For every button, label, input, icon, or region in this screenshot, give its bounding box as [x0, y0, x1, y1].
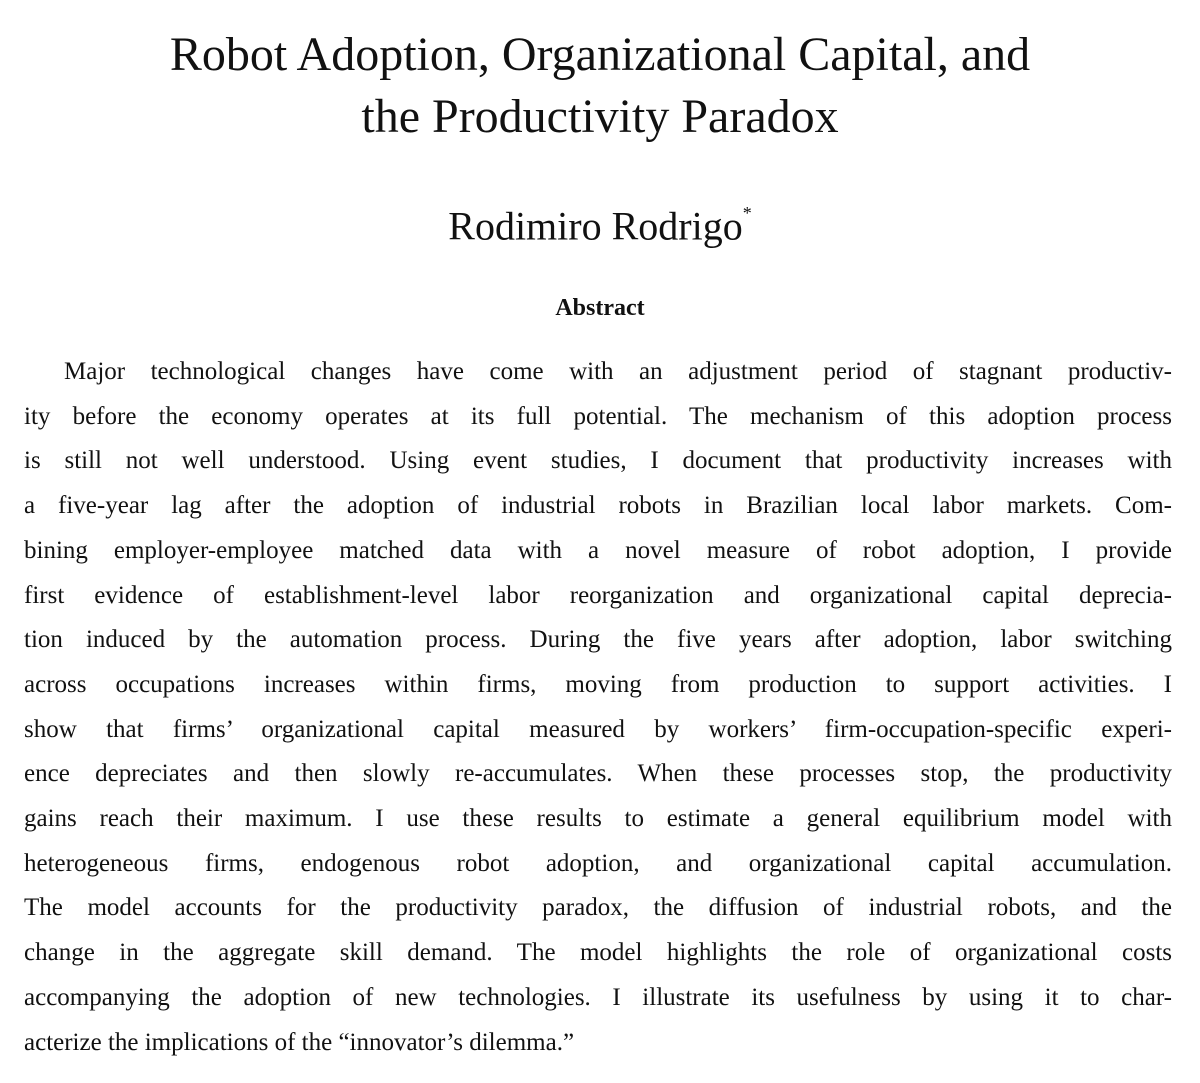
abstract-line: ity before the economy operates at its full potential. The mechanism of this adoption process — [24, 402, 1172, 430]
abstract-line: accompanying the adoption of new technologies. I illustrate its usefulness by using it to char- — [24, 983, 1172, 1011]
abstract-line: show that firms’ organizational capital measured by workers’ firm-occupation-specific experi- — [24, 715, 1172, 743]
title-line-1: Robot Adoption, Organizational Capital, and — [169, 28, 1031, 81]
abstract-line: ence depreciates and then slowly re-accumulates. When these processes stop, the productivity — [24, 760, 1172, 788]
author-name-text: Rodimiro Rodrigo — [448, 203, 743, 249]
abstract-line: first evidence of establishment-level labor reorganization and organizational capital deprecia- — [24, 581, 1172, 609]
author-footnote-mark: * — [742, 203, 752, 223]
abstract-line: Major technological changes have come with an adjustment period of stagnant productiv- — [64, 358, 1172, 385]
paper-title — [0, 24, 1200, 148]
title-line-2: the Productivity Paradox — [361, 90, 839, 143]
abstract-line: bining employer-employee matched data with a novel measure of robot adoption, I provide — [24, 536, 1172, 564]
abstract-line: a five-year lag after the adoption of industrial robots in Brazilian local labor markets. Com- — [24, 492, 1172, 520]
abstract-line: heterogeneous firms, endogenous robot adoption, and organizational capital accumulation. — [24, 849, 1172, 877]
author-name — [0, 194, 1200, 251]
abstract-line: tion induced by the automation process. During the five years after adoption, labor switching — [24, 626, 1172, 654]
abstract-line: across occupations increases within firms, moving from production to support activities. I — [24, 670, 1172, 698]
abstract-line: The model accounts for the productivity paradox, the diffusion of industrial robots, and the — [24, 894, 1172, 922]
abstract-body — [24, 350, 1172, 1065]
abstract-line: gains reach their maximum. I use these results to estimate a general equilibrium model with — [24, 805, 1172, 833]
abstract-line: is still not well understood. Using event studies, I document that productivity increases with — [24, 447, 1172, 475]
abstract-line: change in the aggregate skill demand. The model highlights the role of organizational costs — [24, 939, 1172, 967]
abstract-heading: Abstract — [555, 295, 645, 321]
abstract-line: acterize the implications of the “innovator’s dilemma.” — [24, 1028, 575, 1056]
